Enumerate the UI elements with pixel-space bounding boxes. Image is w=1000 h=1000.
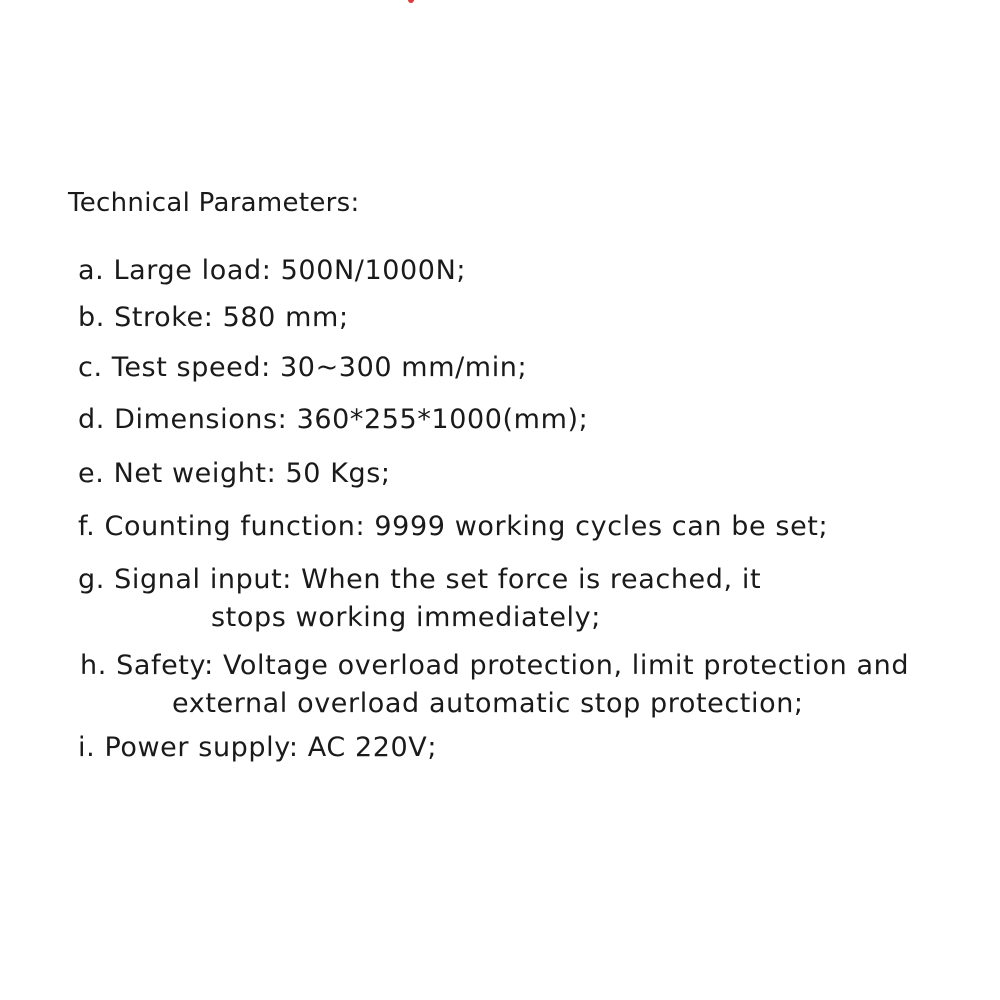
param-large-load: a. Large load: 500N/1000N; [78,255,467,286]
param-stroke: b. Stroke: 580 mm; [78,302,349,333]
param-power-supply: i. Power supply: AC 220V; [78,732,438,763]
param-signal-input: g. Signal input: When the set force is reached, it [78,564,762,595]
param-signal-input-continuation: stops working immediately; [211,602,601,633]
param-safety-continuation: external overload automatic stop protection; [172,688,804,719]
red-mark-decoration [408,0,414,3]
param-net-weight: e. Net weight: 50 Kgs; [78,458,391,489]
param-counting-function: f. Counting function: 9999 working cycles can be set; [78,511,829,542]
param-dimensions: d. Dimensions: 360*255*1000(mm); [78,404,589,435]
page-title: Technical Parameters: [68,188,360,218]
param-safety: h. Safety: Voltage overload protection, limit protection and [80,650,910,681]
param-test-speed: c. Test speed: 30~300 mm/min; [78,352,528,383]
